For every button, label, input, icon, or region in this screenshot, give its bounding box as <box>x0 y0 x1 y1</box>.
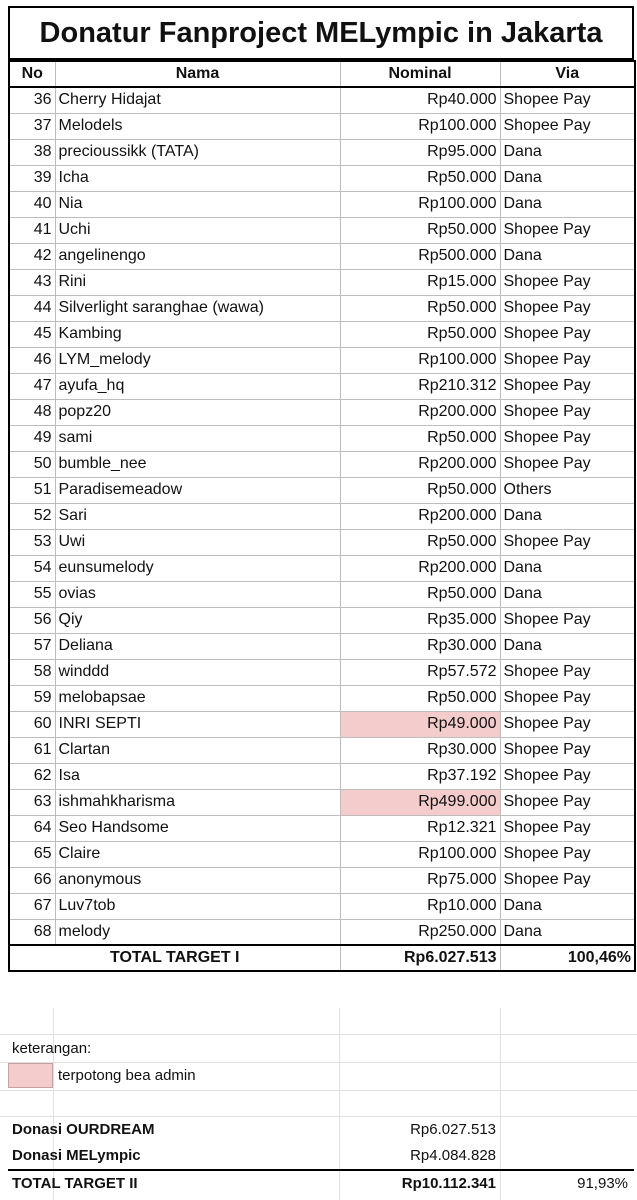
cell-nominal[interactable]: Rp499.000 <box>340 789 500 815</box>
cell-nama[interactable]: Silverlight saranghae (wawa) <box>55 295 340 321</box>
cell-via[interactable]: Dana <box>500 139 635 165</box>
cell-via[interactable]: Dana <box>500 555 635 581</box>
cell-nama[interactable]: Uchi <box>55 217 340 243</box>
cell-no[interactable]: 42 <box>9 243 55 269</box>
total-target-1-label[interactable]: TOTAL TARGET I <box>9 945 340 971</box>
cell-via[interactable]: Shopee Pay <box>500 529 635 555</box>
cell-nama[interactable]: LYM_melody <box>55 347 340 373</box>
cell-nominal[interactable]: Rp75.000 <box>340 867 500 893</box>
cell-via[interactable]: Shopee Pay <box>500 113 635 139</box>
table-row <box>9 503 635 529</box>
cell-nominal[interactable]: Rp200.000 <box>340 451 500 477</box>
cell-nama[interactable]: melobapsae <box>55 685 340 711</box>
cell-nominal[interactable]: Rp50.000 <box>340 295 500 321</box>
table-row <box>9 165 635 191</box>
cell-via[interactable]: Shopee Pay <box>500 451 635 477</box>
cell-nama[interactable]: sami <box>55 425 340 451</box>
table-row <box>9 581 635 607</box>
cell-nominal[interactable]: Rp12.321 <box>340 815 500 841</box>
cell-nominal[interactable]: Rp50.000 <box>340 581 500 607</box>
table-row <box>9 243 635 269</box>
cell-no[interactable]: 66 <box>9 867 55 893</box>
summary-row-ourdream <box>8 1117 634 1143</box>
cell-nama[interactable]: precioussikk (TATA) <box>55 139 340 165</box>
cell-nominal[interactable]: Rp50.000 <box>340 425 500 451</box>
cell-nominal[interactable]: Rp50.000 <box>340 685 500 711</box>
sheet-title: Donatur Fanproject MELympic in Jakarta <box>8 6 634 60</box>
header-no[interactable]: No <box>9 61 55 87</box>
table-row <box>9 451 635 477</box>
cell-no[interactable]: 53 <box>9 529 55 555</box>
cell-via[interactable]: Shopee Pay <box>500 399 635 425</box>
table-row <box>9 321 635 347</box>
table-row <box>9 789 635 815</box>
cell-nominal[interactable]: Rp100.000 <box>340 841 500 867</box>
cell-no[interactable]: 64 <box>9 815 55 841</box>
cell-no[interactable]: 37 <box>9 113 55 139</box>
cell-via[interactable]: Shopee Pay <box>500 269 635 295</box>
total-target-1-percent[interactable]: 100,46% <box>500 945 635 971</box>
table-row <box>9 217 635 243</box>
table-row <box>9 295 635 321</box>
cell-no[interactable]: 65 <box>9 841 55 867</box>
header-nominal[interactable]: Nominal <box>340 61 500 87</box>
cell-nama[interactable]: Claire <box>55 841 340 867</box>
cell-via[interactable]: Shopee Pay <box>500 841 635 867</box>
total-target-1-nominal[interactable]: Rp6.027.513 <box>340 945 500 971</box>
legend-swatch <box>8 1063 53 1088</box>
table-row <box>9 113 635 139</box>
summary-label[interactable]: TOTAL TARGET II <box>12 1175 138 1192</box>
cell-nominal[interactable]: Rp35.000 <box>340 607 500 633</box>
cell-nama[interactable]: Nia <box>55 191 340 217</box>
summary-label[interactable]: Donasi MELympic <box>12 1147 141 1164</box>
cell-via[interactable]: Shopee Pay <box>500 867 635 893</box>
cell-no[interactable]: 41 <box>9 217 55 243</box>
cell-no[interactable]: 61 <box>9 737 55 763</box>
table-row <box>9 399 635 425</box>
cell-nama[interactable]: ayufa_hq <box>55 373 340 399</box>
cell-nama[interactable]: Sari <box>55 503 340 529</box>
table-row <box>9 139 635 165</box>
table-row <box>9 841 635 867</box>
cell-nama[interactable]: winddd <box>55 659 340 685</box>
total-target-1-row <box>9 945 635 971</box>
cell-nama[interactable]: Melodels <box>55 113 340 139</box>
table-row <box>9 893 635 919</box>
table-row <box>9 763 635 789</box>
cell-nominal[interactable]: Rp200.000 <box>340 399 500 425</box>
cell-via[interactable]: Dana <box>500 919 635 945</box>
summary-value[interactable]: Rp6.027.513 <box>410 1121 496 1138</box>
table-row <box>9 815 635 841</box>
summary-block <box>8 1117 634 1197</box>
header-nama[interactable]: Nama <box>55 61 340 87</box>
cell-via[interactable]: Shopee Pay <box>500 217 635 243</box>
cell-no[interactable]: 62 <box>9 763 55 789</box>
cell-via[interactable]: Shopee Pay <box>500 295 635 321</box>
cell-via[interactable]: Shopee Pay <box>500 425 635 451</box>
summary-label[interactable]: Donasi OURDREAM <box>12 1121 155 1138</box>
cell-no[interactable]: 54 <box>9 555 55 581</box>
cell-via[interactable]: Dana <box>500 243 635 269</box>
summary-row-melympic <box>8 1143 634 1169</box>
summary-row-total-target-2 <box>8 1169 634 1197</box>
table-row <box>9 659 635 685</box>
cell-nominal[interactable]: Rp200.000 <box>340 555 500 581</box>
cell-via[interactable]: Shopee Pay <box>500 711 635 737</box>
cell-nominal[interactable]: Rp100.000 <box>340 347 500 373</box>
cell-nominal[interactable]: Rp200.000 <box>340 503 500 529</box>
cell-nominal[interactable]: Rp40.000 <box>340 87 500 113</box>
cell-nominal[interactable]: Rp500.000 <box>340 243 500 269</box>
table-row <box>9 607 635 633</box>
cell-no[interactable]: 67 <box>9 893 55 919</box>
table-row <box>9 919 635 945</box>
cell-via[interactable]: Shopee Pay <box>500 763 635 789</box>
cell-via[interactable]: Dana <box>500 893 635 919</box>
table-row <box>9 711 635 737</box>
cell-via[interactable]: Shopee Pay <box>500 607 635 633</box>
cell-no[interactable]: 43 <box>9 269 55 295</box>
cell-nama[interactable]: Isa <box>55 763 340 789</box>
cell-nama[interactable]: Cherry Hidajat <box>55 87 340 113</box>
cell-nominal[interactable]: Rp30.000 <box>340 633 500 659</box>
cell-nama[interactable]: Luv7tob <box>55 893 340 919</box>
cell-nominal[interactable]: Rp30.000 <box>340 737 500 763</box>
summary-value[interactable]: Rp10.112.341 <box>401 1175 496 1192</box>
table-row <box>9 529 635 555</box>
table-row <box>9 191 635 217</box>
header-via[interactable]: Via <box>500 61 635 87</box>
summary-percent[interactable]: 91,93% <box>577 1175 628 1192</box>
cell-nama[interactable]: melody <box>55 919 340 945</box>
cell-via[interactable]: Shopee Pay <box>500 87 635 113</box>
table-row <box>9 555 635 581</box>
table-row <box>9 269 635 295</box>
donor-table <box>8 60 636 972</box>
cell-no[interactable]: 39 <box>9 165 55 191</box>
cell-no[interactable]: 38 <box>9 139 55 165</box>
cell-no[interactable]: 51 <box>9 477 55 503</box>
header-row <box>9 61 635 87</box>
cell-nama[interactable]: Uwi <box>55 529 340 555</box>
cell-nominal[interactable]: Rp50.000 <box>340 321 500 347</box>
cell-via[interactable]: Dana <box>500 633 635 659</box>
cell-via[interactable]: Shopee Pay <box>500 685 635 711</box>
cell-nominal[interactable]: Rp10.000 <box>340 893 500 919</box>
cell-via[interactable]: Shopee Pay <box>500 789 635 815</box>
cell-via[interactable]: Dana <box>500 165 635 191</box>
cell-nama[interactable]: anonymous <box>55 867 340 893</box>
cell-via[interactable]: Shopee Pay <box>500 373 635 399</box>
cell-no[interactable]: 68 <box>9 919 55 945</box>
cell-no[interactable]: 46 <box>9 347 55 373</box>
table-row <box>9 425 635 451</box>
cell-nominal[interactable]: Rp50.000 <box>340 477 500 503</box>
table-row <box>9 373 635 399</box>
cell-via[interactable]: Shopee Pay <box>500 347 635 373</box>
cell-nominal[interactable]: Rp50.000 <box>340 217 500 243</box>
cell-nominal[interactable]: Rp210.312 <box>340 373 500 399</box>
cell-nominal[interactable]: Rp95.000 <box>340 139 500 165</box>
table-row <box>9 633 635 659</box>
cell-no[interactable]: 59 <box>9 685 55 711</box>
cell-via[interactable]: Dana <box>500 503 635 529</box>
cell-nominal[interactable]: Rp100.000 <box>340 113 500 139</box>
cell-via[interactable]: Dana <box>500 581 635 607</box>
cell-nama[interactable]: INRI SEPTI <box>55 711 340 737</box>
cell-nama[interactable]: bumble_nee <box>55 451 340 477</box>
cell-nama[interactable]: ovias <box>55 581 340 607</box>
cell-no[interactable]: 52 <box>9 503 55 529</box>
cell-no[interactable]: 48 <box>9 399 55 425</box>
cell-nama[interactable]: Qiy <box>55 607 340 633</box>
cell-via[interactable]: Shopee Pay <box>500 659 635 685</box>
cell-no[interactable]: 63 <box>9 789 55 815</box>
cell-no[interactable]: 47 <box>9 373 55 399</box>
cell-no[interactable]: 40 <box>9 191 55 217</box>
cell-nominal[interactable]: Rp57.572 <box>340 659 500 685</box>
table-row <box>9 347 635 373</box>
cell-nama[interactable]: Icha <box>55 165 340 191</box>
cell-nama[interactable]: angelinengo <box>55 243 340 269</box>
cell-nominal[interactable]: Rp37.192 <box>340 763 500 789</box>
cell-nama[interactable]: eunsumelody <box>55 555 340 581</box>
legend-text: terpotong bea admin <box>58 1067 196 1084</box>
cell-no[interactable]: 58 <box>9 659 55 685</box>
cell-nominal[interactable]: Rp49.000 <box>340 711 500 737</box>
cell-via[interactable]: Shopee Pay <box>500 815 635 841</box>
cell-no[interactable]: 45 <box>9 321 55 347</box>
cell-nama[interactable]: Seo Handsome <box>55 815 340 841</box>
cell-nama[interactable]: Rini <box>55 269 340 295</box>
cell-via[interactable]: Dana <box>500 191 635 217</box>
cell-no[interactable]: 49 <box>9 425 55 451</box>
cell-no[interactable]: 57 <box>9 633 55 659</box>
cell-nama[interactable]: popz20 <box>55 399 340 425</box>
cell-nama[interactable]: Kambing <box>55 321 340 347</box>
cell-no[interactable]: 36 <box>9 87 55 113</box>
cell-no[interactable]: 55 <box>9 581 55 607</box>
cell-no[interactable]: 60 <box>9 711 55 737</box>
cell-nominal[interactable]: Rp50.000 <box>340 165 500 191</box>
cell-nama[interactable]: Deliana <box>55 633 340 659</box>
table-row <box>9 867 635 893</box>
cell-nama[interactable]: ishmahkharisma <box>55 789 340 815</box>
cell-nominal[interactable]: Rp250.000 <box>340 919 500 945</box>
cell-via[interactable]: Shopee Pay <box>500 321 635 347</box>
cell-no[interactable]: 50 <box>9 451 55 477</box>
cell-no[interactable]: 56 <box>9 607 55 633</box>
cell-nama[interactable]: Paradisemeadow <box>55 477 340 503</box>
cell-nominal[interactable]: Rp100.000 <box>340 191 500 217</box>
cell-via[interactable]: Shopee Pay <box>500 737 635 763</box>
table-row <box>9 477 635 503</box>
table-row <box>9 87 635 113</box>
cell-nominal[interactable]: Rp50.000 <box>340 529 500 555</box>
table-row <box>9 737 635 763</box>
cell-no[interactable]: 44 <box>9 295 55 321</box>
cell-via[interactable]: Others <box>500 477 635 503</box>
legend-title: keterangan: <box>12 1040 92 1057</box>
cell-nominal[interactable]: Rp15.000 <box>340 269 500 295</box>
table-row <box>9 685 635 711</box>
summary-value[interactable]: Rp4.084.828 <box>410 1147 496 1164</box>
cell-nama[interactable]: Clartan <box>55 737 340 763</box>
